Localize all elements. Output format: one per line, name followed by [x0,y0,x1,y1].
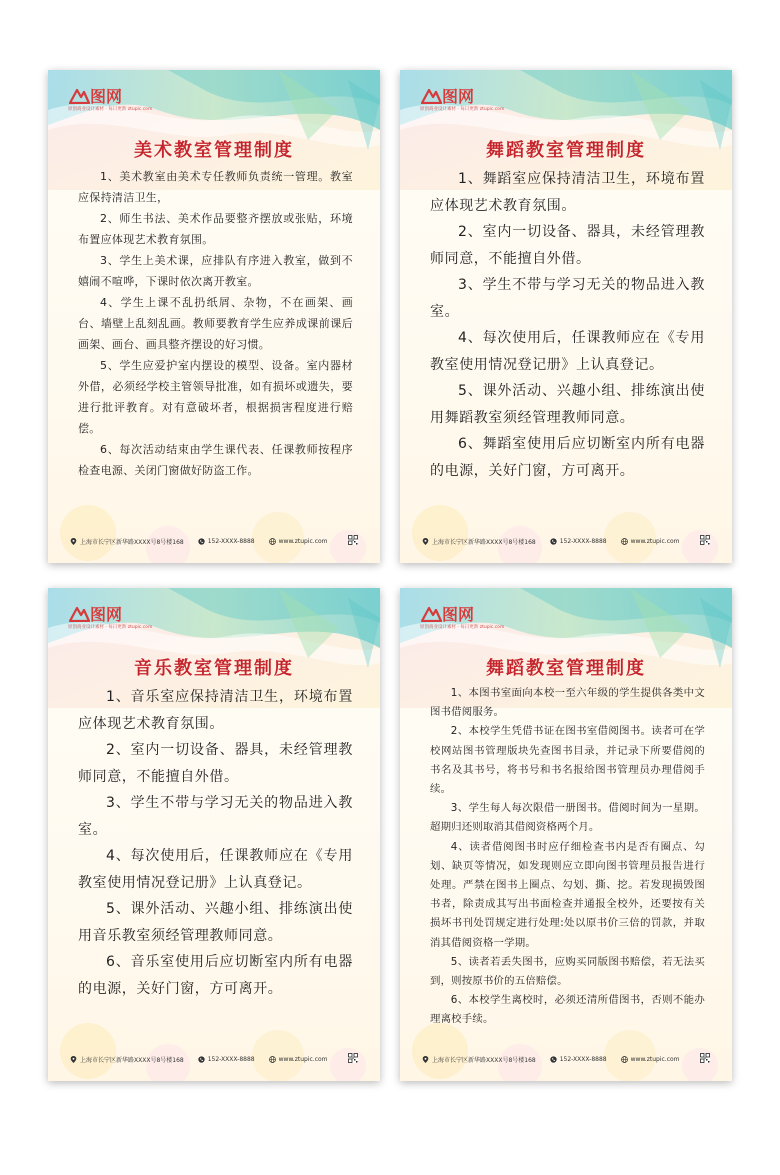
rule-item: 4、读者借阅图书时应仔细检查书内是否有圈点、勾划、缺页等情况，如发现则应立即向图书管理员报告进行处理。严禁在图书上圈点、勾划、撕、挖。若发现损毁图书者，除责成其写出书面检查并通报全校外，还要按有关损坏书刊处罚规定进行处理:处以原书价三倍的罚款，并取消其借阅资格一学期。 [430,840,705,949]
qr-code-icon [700,1053,710,1063]
footer-website: www.ztupic.com [630,537,680,545]
phone-icon [550,1056,557,1063]
logo-subtitle: 原创商业设计素材 · 每日更新 ztupic.com [420,107,505,112]
rule-item: 6、音乐室使用后应切断室内所有电器的电源，关好门窗，方可离开。 [78,954,353,997]
poster-library [400,588,732,1081]
rule-item: 2、本校学生凭借书证在图书室借阅图书。读者可在学校网站图书管理版块先查图书目录，并记录下所要借阅的书名及其书号，将书号和书名报给图书管理员办理借阅手续。 [430,725,705,796]
logo [68,84,153,118]
location-pin-icon [422,538,429,545]
location-pin-icon [422,1056,429,1063]
rule-item: 1、舞蹈室应保持清洁卫生，环境布置应体现艺术教育氛围。 [430,171,705,214]
footer [422,535,710,547]
phone-icon [198,538,205,545]
decorative-bottom [48,1011,380,1081]
poster-music-room [48,588,380,1081]
rule-item: 2、室内一切设备、器具，未经管理教师同意，不能擅自外借。 [430,224,705,267]
rule-item: 5、学生应爱护室内摆设的模型、设备。室内器材外借，必须经学校主管领导批准，如有损坏或遗失，要进行批评教育。对有意破坏者，根据损害程度进行赔偿。 [78,359,353,435]
logo [420,84,505,118]
footer-website: www.ztupic.com [278,537,328,545]
logo-text: 图网 [442,87,475,106]
logo-subtitle: 原创商业设计素材 · 每日更新 ztupic.com [68,625,153,630]
rule-item: 4、学生上课不乱扔纸屑、杂物，不在画架、画台、墙壁上乱刻乱画。教师要教育学生应养成课前课后画架、画台、画具整齐摆设的好习惯。 [78,296,353,351]
rule-item: 6、舞蹈室使用后应切断室内所有电器的电源，关好门窗，方可离开。 [430,436,705,479]
rule-item: 5、课外活动、兴趣小组、排练演出使用音乐教室须经管理教师同意。 [78,901,353,944]
poster-art-room [48,70,380,563]
footer-address: 上海市长宁区新华路XXXX号8号楼168 [432,1056,536,1064]
logo-mark-icon [420,606,442,622]
rule-item: 4、每次使用后，任课教师应在《专用教室使用情况登记册》上认真登记。 [430,330,705,373]
logo-mark-icon [420,88,442,104]
globe-icon [269,538,276,545]
rule-item: 1、音乐室应保持清洁卫生，环境布置应体现艺术教育氛围。 [78,689,353,732]
poster-title: 舞蹈教室管理制度 [486,140,646,161]
footer-phone: 152-XXXX-8888 [207,537,255,545]
qr-code-icon [348,535,358,545]
poster-title: 音乐教室管理制度 [134,658,294,679]
footer-address: 上海市长宁区新华路XXXX号8号楼168 [432,538,536,546]
globe-icon [621,538,628,545]
qr-code-icon [348,1053,358,1063]
rule-item: 5、读者若丢失图书，应购买同版图书赔偿，若无法买到，则按原书价的五倍赔偿。 [430,955,705,988]
rule-item: 4、每次使用后，任课教师应在《专用教室使用情况登记册》上认真登记。 [78,848,353,891]
footer-address: 上海市长宁区新华路XXXX号8号楼168 [80,1056,184,1064]
decorative-bottom [400,493,732,563]
phone-icon [198,1056,205,1063]
globe-icon [269,1056,276,1063]
decorative-bottom [48,493,380,563]
logo-text: 图网 [442,605,475,624]
phone-icon [550,538,557,545]
rule-item: 6、本校学生离校时，必须还清所借图书，否则不能办理离校手续。 [430,994,705,1026]
logo-text: 图网 [90,605,123,624]
rules-list [78,684,353,1002]
rule-item: 6、每次活动结束由学生课代表、任课教师按程序检查电源、关闭门窗做好防盗工作。 [78,443,353,477]
location-pin-icon [70,538,77,545]
footer [422,1053,710,1065]
footer-phone: 152-XXXX-8888 [207,1055,255,1063]
rules-list [430,684,705,1030]
logo [68,602,153,636]
poster-title: 美术教室管理制度 [134,140,294,161]
logo-mark-icon [68,88,90,104]
rule-item: 2、师生书法、美术作品要整齐摆放或张贴，环境布置应体现艺术教育氛围。 [78,212,353,246]
rule-item: 1、美术教室由美术专任教师负责统一管理。教室应保持清洁卫生， [78,170,353,204]
footer-address: 上海市长宁区新华路XXXX号8号楼168 [80,538,184,546]
rule-item: 2、室内一切设备、器具，未经管理教师同意，不能擅自外借。 [78,742,353,785]
footer [70,535,358,547]
logo-subtitle: 原创商业设计素材 · 每日更新 ztupic.com [68,107,153,112]
rule-item: 5、课外活动、兴趣小组、排练演出使用舞蹈教室须经管理教师同意。 [430,383,705,426]
rule-item: 3、学生上美术课，应排队有序进入教室，做到不嬉闹不喧哗，下课时依次离开教室。 [78,254,353,288]
logo-mark-icon [68,606,90,622]
footer [70,1053,358,1065]
logo-subtitle: 原创商业设计素材 · 每日更新 ztupic.com [420,625,505,630]
logo-text: 图网 [90,87,123,106]
rule-item: 3、学生不带与学习无关的物品进入教室。 [78,795,353,838]
rule-item: 3、学生不带与学习无关的物品进入教室。 [430,277,705,320]
rule-item: 1、本图书室面向本校一至六年级的学生提供各类中文图书借阅服务。 [430,687,705,719]
rules-list [78,166,353,481]
footer-phone: 152-XXXX-8888 [559,537,607,545]
rules-list [430,166,705,484]
poster-title: 舞蹈教室管理制度 [486,658,646,679]
globe-icon [621,1056,628,1063]
footer-phone: 152-XXXX-8888 [559,1055,607,1063]
footer-website: www.ztupic.com [278,1055,328,1063]
footer-website: www.ztupic.com [630,1055,680,1063]
rule-item: 3、学生每人每次限借一册图书。借阅时间为一星期。超期归还则取消其借阅资格两个月。 [430,802,705,834]
location-pin-icon [70,1056,77,1063]
poster-dance-room [400,70,732,563]
qr-code-icon [700,535,710,545]
logo [420,602,505,636]
